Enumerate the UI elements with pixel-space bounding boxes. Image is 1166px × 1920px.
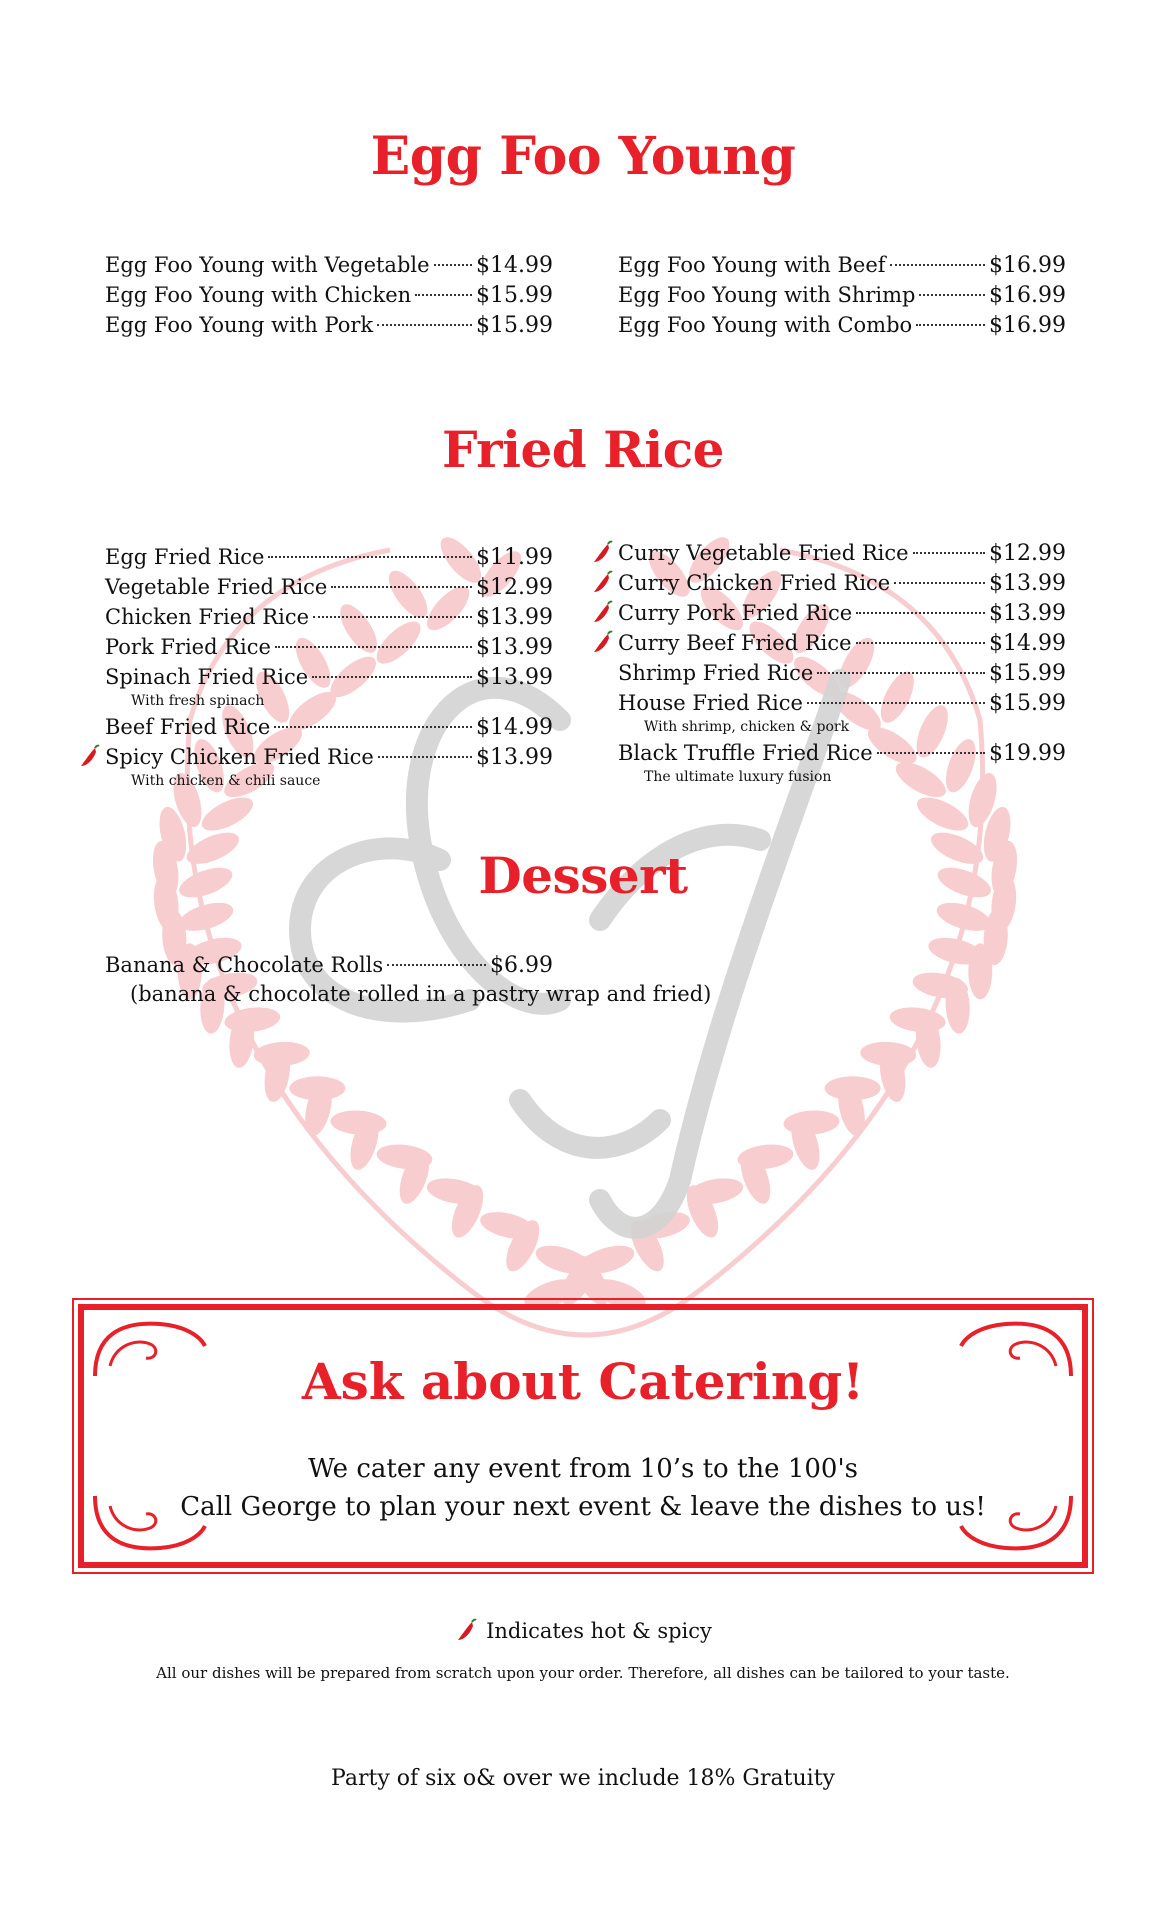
menu-item-name: Curry Pork Fried Rice	[618, 601, 853, 625]
menu-item-price: $15.99	[476, 283, 553, 308]
menu-item	[618, 598, 1066, 628]
dot-leader	[274, 726, 472, 728]
menu-item-price: $13.99	[476, 605, 553, 630]
menu-item-name: Spinach Fried Rice	[105, 665, 309, 689]
menu-item-price: $14.99	[476, 253, 553, 278]
chili-pepper-icon	[590, 570, 614, 596]
menu-item	[618, 250, 1066, 280]
menu-item-price: $13.99	[476, 745, 553, 770]
spicy-legend-text: Indicates hot & spicy	[486, 1619, 712, 1643]
menu-item-name: Egg Foo Young with Vegetable	[105, 253, 430, 277]
menu-item-price: $15.99	[989, 691, 1066, 716]
menu-item-price: $12.99	[989, 541, 1066, 566]
menu-item	[105, 542, 553, 572]
menu-item-price: $13.99	[476, 635, 553, 660]
menu-item	[105, 280, 553, 310]
menu-item-price: $15.99	[476, 313, 553, 338]
dessert-description: (banana & chocolate rolled in a pastry wrap and fried)	[130, 982, 712, 1006]
dot-leader	[890, 264, 986, 266]
menu-item-price: $13.99	[476, 665, 553, 690]
egg-foo-young-right-column	[618, 250, 1066, 340]
section-title-dessert: Dessert	[478, 846, 688, 905]
catering-line-1: We cater any event from 10’s to the 100's	[308, 1454, 858, 1484]
menu-item-price: $15.99	[989, 661, 1066, 686]
chili-pepper-icon	[454, 1618, 478, 1644]
dot-leader	[856, 642, 985, 644]
dot-leader	[919, 294, 985, 296]
menu-item-name: House Fried Rice	[618, 691, 803, 715]
menu-item	[105, 250, 553, 280]
menu-item-price: $16.99	[989, 283, 1066, 308]
laurel-leaf	[912, 791, 973, 838]
menu-item-name: Spicy Chicken Fried Rice	[105, 745, 374, 769]
menu-item	[105, 572, 553, 602]
dot-leader	[894, 582, 985, 584]
menu-item	[618, 628, 1066, 658]
menu-item	[105, 662, 553, 692]
menu-item-price: $16.99	[989, 253, 1066, 278]
menu-item-name: Pork Fried Rice	[105, 635, 271, 659]
dot-leader	[817, 672, 985, 674]
fried-rice-left-column	[105, 542, 553, 792]
menu-item-name: Beef Fried Rice	[105, 715, 271, 739]
menu-item-name: Egg Foo Young with Pork	[105, 313, 374, 337]
laurel-leaf	[197, 791, 258, 838]
gratuity-note: Party of six o& over we include 18% Gratuity	[331, 1766, 835, 1791]
dot-leader	[313, 616, 472, 618]
menu-item-name: Chicken Fried Rice	[105, 605, 310, 629]
menu-item-name: Egg Foo Young with Beef	[618, 253, 886, 277]
menu-item-note: The ultimate luxury fusion	[644, 769, 832, 785]
dessert-list	[105, 950, 553, 980]
dot-leader	[807, 702, 985, 704]
dot-leader	[377, 324, 472, 326]
menu-item-note: With shrimp, chicken & pork	[644, 719, 850, 735]
dot-leader	[856, 612, 985, 614]
fried-rice-right-column	[618, 538, 1066, 788]
dot-leader	[331, 586, 472, 588]
menu-item	[105, 950, 553, 980]
menu-item-name: Curry Chicken Fried Rice	[618, 571, 891, 595]
menu-item-name: Egg Fried Rice	[105, 545, 265, 569]
menu-item	[105, 310, 553, 340]
dot-leader	[312, 676, 472, 678]
menu-item-name: Curry Beef Fried Rice	[618, 631, 852, 655]
menu-item-name: Banana & Chocolate Rolls	[105, 953, 384, 977]
catering-line-2: Call George to plan your next event & leave the dishes to us!	[180, 1492, 986, 1522]
menu-item	[618, 568, 1066, 598]
menu-item-name: Egg Foo Young with Combo	[618, 313, 913, 337]
menu-item-price: $11.99	[476, 545, 553, 570]
menu-item-price: $14.99	[476, 715, 553, 740]
menu-item	[618, 280, 1066, 310]
menu-item-name: Black Truffle Fried Rice	[618, 741, 873, 765]
menu-item-price: $13.99	[989, 601, 1066, 626]
spicy-legend	[0, 1618, 1166, 1644]
dot-leader	[415, 294, 472, 296]
menu-item-price: $13.99	[989, 571, 1066, 596]
menu-item-note: With chicken & chili sauce	[131, 773, 321, 789]
dot-leader	[387, 964, 486, 966]
menu-item	[618, 738, 1066, 768]
menu-item-price: $12.99	[476, 575, 553, 600]
menu-item	[618, 658, 1066, 688]
menu-item-price: $16.99	[989, 313, 1066, 338]
menu-item-note: With fresh spinach	[131, 693, 265, 709]
menu-item	[105, 712, 553, 742]
chili-pepper-icon	[590, 540, 614, 566]
laurel-leaf	[968, 943, 992, 999]
menu-item-name: Shrimp Fried Rice	[618, 661, 814, 685]
dot-leader	[275, 646, 472, 648]
menu-item	[618, 688, 1066, 718]
dot-leader	[378, 756, 472, 758]
menu-item	[618, 538, 1066, 568]
menu-item-name: Vegetable Fried Rice	[105, 575, 328, 599]
menu-item-price: $19.99	[989, 741, 1066, 766]
chili-pepper-icon	[590, 630, 614, 656]
dot-leader	[268, 556, 472, 558]
catering-box	[78, 1304, 1088, 1568]
egg-foo-young-left-column	[105, 250, 553, 340]
dot-leader	[434, 264, 472, 266]
dot-leader	[916, 324, 985, 326]
menu-item-price: $6.99	[490, 953, 553, 978]
section-title-egg-foo-young: Egg Foo Young	[370, 126, 796, 187]
menu-item-name: Egg Foo Young with Chicken	[105, 283, 412, 307]
menu-item	[105, 742, 553, 772]
menu-item	[105, 602, 553, 632]
dot-leader	[913, 552, 985, 554]
section-title-fried-rice: Fried Rice	[442, 420, 724, 479]
prepared-note: All our dishes will be prepared from scratch upon your order. Therefore, all dishes can be tailored to your taste.	[156, 1664, 1010, 1682]
menu-item-price: $14.99	[989, 631, 1066, 656]
menu-item-name: Egg Foo Young with Shrimp	[618, 283, 916, 307]
catering-title: Ask about Catering!	[301, 1352, 865, 1411]
menu-item	[618, 310, 1066, 340]
chili-pepper-icon	[590, 600, 614, 626]
chili-pepper-icon	[77, 744, 101, 770]
menu-item-name: Curry Vegetable Fried Rice	[618, 541, 909, 565]
dot-leader	[877, 752, 985, 754]
menu-item	[105, 632, 553, 662]
